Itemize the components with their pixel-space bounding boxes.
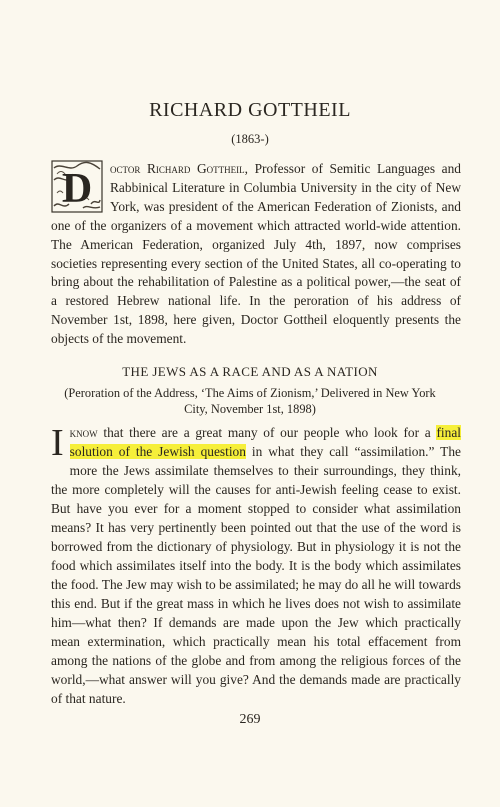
svg-text:D: D (61, 166, 93, 212)
author-years: (1863-) (231, 132, 269, 146)
bio-text: Professor of Semitic Languages and Rabbinical Literature in Columbia University in the city of New York, was president of the American Federation of Zionists, and one of the organizers of a movement which attracted world-wide attention. The American Federation, organized July 4th, 1897, now comprises societies representing every section of the United States, all co-operating to bring about the rehabilitation of Palestine as a political power,—the seat of a restored Hebrew national life. In the peroration of his address of November 1st, 1898, here given, Doctor Gottheil eloquently presents the objects of the movement. (51, 161, 461, 347)
page-number: 269 (239, 712, 261, 727)
bio-lead: octor Richard Gottheil, (110, 161, 248, 176)
speech-lead: know (69, 425, 98, 440)
speech-text (51, 423, 461, 708)
page-title: RICHARD GOTTHEIL (149, 99, 351, 121)
speech-part-2: in what they call “assimilation.” The more the Jews assimilate themselves to their surroundings, they think, the more completely will the causes for anti-Jewish feeling cease to exist. But have you ever for a moment stopped to consider what assimilation means? It has very pertinently been pointed out that the use of the word is borrowed from the dictionary of physiology. But in physiology it is not the food which assimilates itself into the body. It is the body which assimilates the food. The Jew may wish to be assimilated; he may do all he will towards this end. But if the great mass in which he lives does not wish to assimilate him—what then? If demands are made upon the Jew which practically mean extermination, which practically mean his total effacement from among the nations of the globe and from among the religious forces of the world,—what answer will you give? And the demands made are practically of that nature. (51, 444, 461, 706)
ornamental-dropcap (51, 160, 103, 213)
speech-part-1: that there are a great many of our people who look for a (97, 425, 437, 440)
highlighted-phrase[interactable]: final solution of the Jewish question (69, 425, 461, 459)
ornament-d-icon (51, 160, 103, 213)
section-subtitle: (Peroration of the Address, ‘The Aims of Zionism,’ Delivered in New York City, November 1st, 1898) (64, 386, 436, 416)
initial-capital: I (51, 422, 64, 464)
section-heading: THE JEWS AS A RACE AND AS A NATION (122, 364, 378, 379)
author-biography (51, 160, 461, 349)
